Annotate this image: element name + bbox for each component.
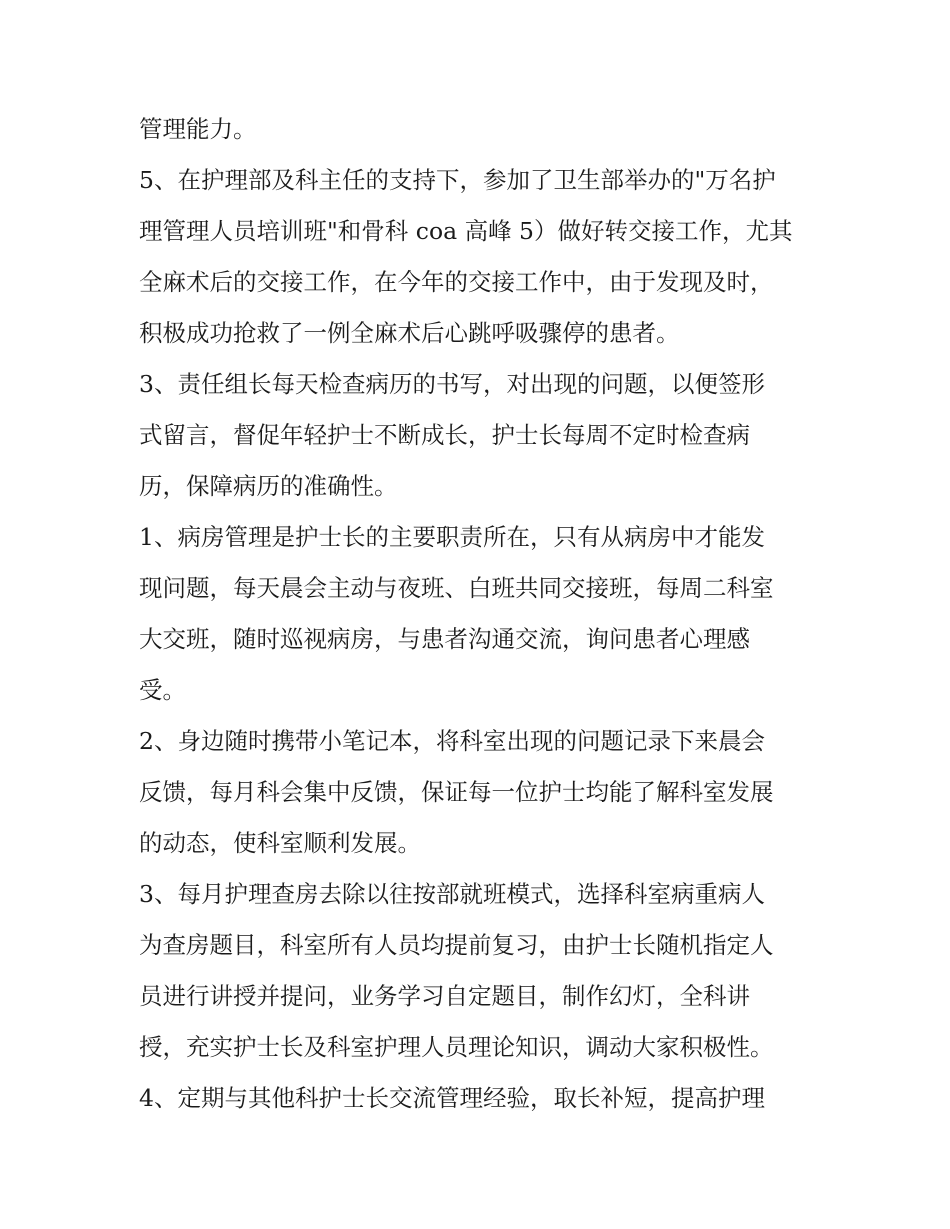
text-line: 理管理人员培训班"和骨科 coa 高峰 5）做好转交接工作，尤其 bbox=[139, 217, 793, 245]
text-line: 管理能力。 bbox=[139, 115, 257, 143]
text-line: 全麻术后的交接工作，在今年的交接工作中，由于发现及时， bbox=[139, 268, 774, 296]
text-line: 5、在护理部及科主任的支持下，参加了卫生部举办的"万名护 bbox=[139, 166, 776, 194]
text-line: 2、身边随时携带小笔记本，将科室出现的问题记录下来晨会 bbox=[139, 727, 765, 755]
text-line: 员进行讲授并提问，业务学习自定题目，制作幻灯，全科讲 bbox=[139, 982, 750, 1010]
text-line: 大交班，随时巡视病房，与患者沟通交流，询问患者心理感 bbox=[139, 625, 750, 653]
text-line: 1、病房管理是护士长的主要职责所在，只有从病房中才能发 bbox=[139, 523, 765, 551]
text-line: 为查房题目，科室所有人员均提前复习，由护士长随机指定人 bbox=[139, 931, 774, 959]
text-line: 积极成功抢救了一例全麻术后心跳呼吸骤停的患者。 bbox=[139, 319, 680, 347]
text-line: 的动态，使科室顺利发展。 bbox=[139, 829, 421, 857]
text-line: 授，充实护士长及科室护理人员理论知识，调动大家积极性。 bbox=[139, 1033, 774, 1061]
document-body bbox=[139, 104, 829, 1124]
text-line: 历，保障病历的准确性。 bbox=[139, 472, 398, 500]
text-line: 反馈，每月科会集中反馈，保证每一位护士均能了解科室发展 bbox=[139, 778, 774, 806]
text-line: 式留言，督促年轻护士不断成长，护士长每周不定时检查病 bbox=[139, 421, 750, 449]
text-line: 4、定期与其他科护士长交流管理经验，取长补短，提高护理 bbox=[139, 1084, 765, 1112]
text-line: 现问题，每天晨会主动与夜班、白班共同交接班，每周二科室 bbox=[139, 574, 774, 602]
text-line: 3、责任组长每天检查病历的书写，对出现的问题，以便签形 bbox=[139, 370, 765, 398]
text-line: 受。 bbox=[139, 676, 186, 704]
text-line: 3、每月护理查房去除以往按部就班模式，选择科室病重病人 bbox=[139, 880, 765, 908]
